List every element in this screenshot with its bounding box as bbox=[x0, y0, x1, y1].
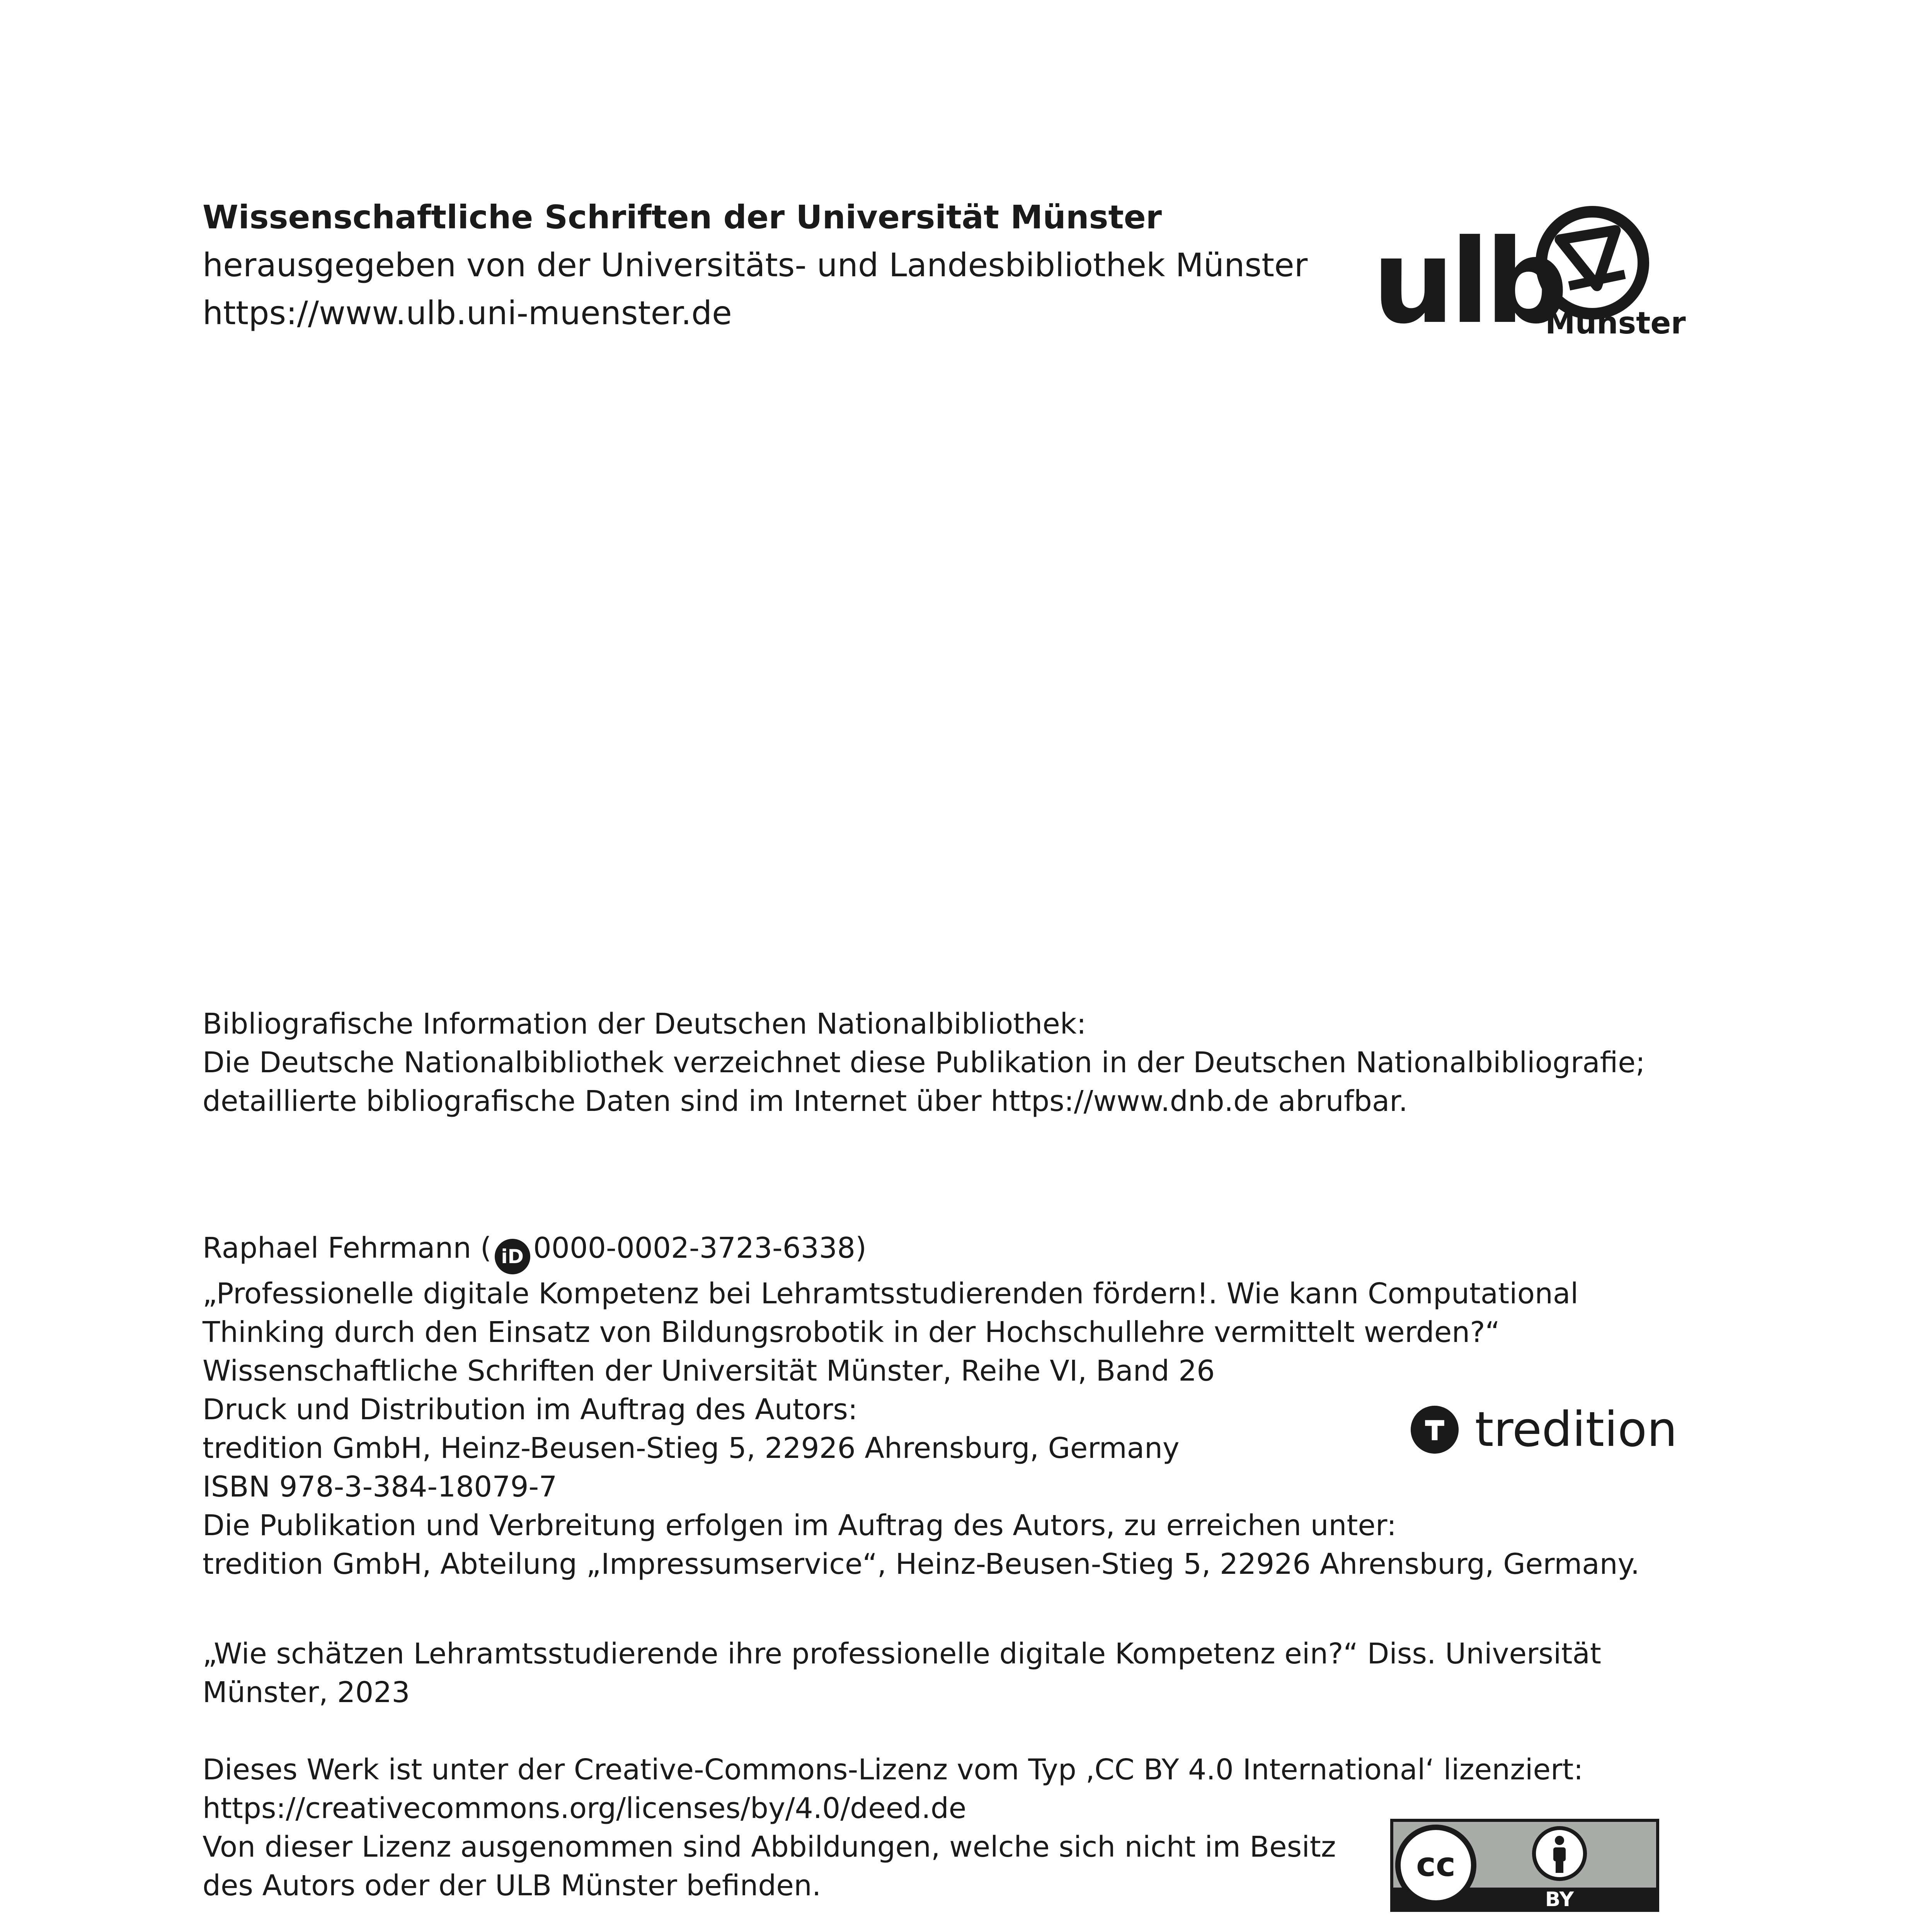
dnb-info bbox=[203, 1005, 1645, 1121]
distribution-label: Druck und Distribution im Auftrag des Autors: bbox=[203, 1393, 858, 1426]
publication-note: Die Publikation und Verbreitung erfolgen im Auftrag des Autors, zu erreichen unter: bbox=[203, 1509, 1396, 1542]
series-publisher: herausgegeben von der Universitäts- und Landesbibliothek Münster bbox=[203, 246, 1308, 284]
tredition-mark-icon bbox=[1411, 1406, 1459, 1454]
diss-line-1: „Wie schätzen Lehramtsstudierende ihre professionelle digitale Kompetenz ein?“ Diss. Universität bbox=[203, 1637, 1601, 1670]
print-isbn: ISBN 978-3-384-18079-7 bbox=[203, 1470, 557, 1503]
license-line-3: Von dieser Lizenz ausgenommen sind Abbildungen, welche sich nicht im Besitz bbox=[203, 1830, 1336, 1864]
license-line-4: des Autors oder der ULB Münster befinden. bbox=[203, 1869, 821, 1902]
dnb-line-2: Die Deutsche Nationalbibliothek verzeichnet diese Publikation in der Deutschen Nationalbibliografie; bbox=[203, 1046, 1645, 1079]
distribution-address: tredition GmbH, Heinz-Beusen-Stieg 5, 22926 Ahrensburg, Germany bbox=[203, 1432, 1180, 1465]
cc-by-badge[interactable] bbox=[1389, 1818, 1660, 1913]
title-line-1: „Professionelle digitale Kompetenz bei Lehramtsstudierenden fördern!. Wie kann Computational bbox=[203, 1277, 1578, 1310]
dnb-line-3: detaillierte bibliografische Daten sind im Internet über https://www.dnb.de abrufbar. bbox=[203, 1085, 1408, 1118]
author-name: Raphael Fehrmann ( bbox=[203, 1231, 492, 1265]
license-line-1: Dieses Werk ist unter der Creative-Commons-Lizenz vom Typ ‚CC BY 4.0 International‘ lizenziert: bbox=[203, 1753, 1583, 1786]
diss-line-2: Münster, 2023 bbox=[203, 1676, 410, 1709]
by-label: BY bbox=[1545, 1888, 1574, 1911]
impressum-address: tredition GmbH, Abteilung „Impressumservice“, Heinz-Beusen-Stieg 5, 22926 Ahrensburg, Germany. bbox=[203, 1548, 1640, 1581]
cc-icon bbox=[1398, 1827, 1474, 1903]
author-orcid[interactable]: 0000-0002-3723-6338) bbox=[533, 1231, 867, 1265]
ulb-shutter-icon bbox=[1534, 205, 1650, 321]
license-block bbox=[203, 1750, 1583, 1905]
series-url[interactable]: https://www.ulb.uni-muenster.de bbox=[203, 294, 732, 332]
orcid-icon[interactable]: iD bbox=[495, 1239, 530, 1274]
series-volume: Wissenschaftliche Schriften der Universität Münster, Reihe VI, Band 26 bbox=[203, 1354, 1215, 1388]
ulb-logo-subtitle: Münster bbox=[1545, 306, 1686, 341]
series-header bbox=[203, 193, 1308, 337]
cc-icon-label: cc bbox=[1416, 1845, 1456, 1884]
ulb-logo-word: ulb bbox=[1372, 214, 1564, 349]
dissertation-note bbox=[203, 1634, 1601, 1712]
dnb-line-1: Bibliografische Information der Deutschen Nationalbibliothek: bbox=[203, 1007, 1086, 1041]
ulb-logo bbox=[1372, 205, 1686, 352]
tredition-word: tredition bbox=[1475, 1402, 1677, 1458]
series-title: Wissenschaftliche Schriften der Universität Münster bbox=[203, 198, 1162, 236]
license-url[interactable]: https://creativecommons.org/licenses/by/4.0/deed.de bbox=[203, 1792, 967, 1825]
attribution-icon bbox=[1534, 1828, 1585, 1879]
author-line bbox=[203, 1229, 1639, 1274]
title-line-2: Thinking durch den Einsatz von Bildungsrobotik in der Hochschullehre vermittelt werden?“ bbox=[203, 1316, 1500, 1349]
tredition-logo bbox=[1411, 1402, 1677, 1458]
